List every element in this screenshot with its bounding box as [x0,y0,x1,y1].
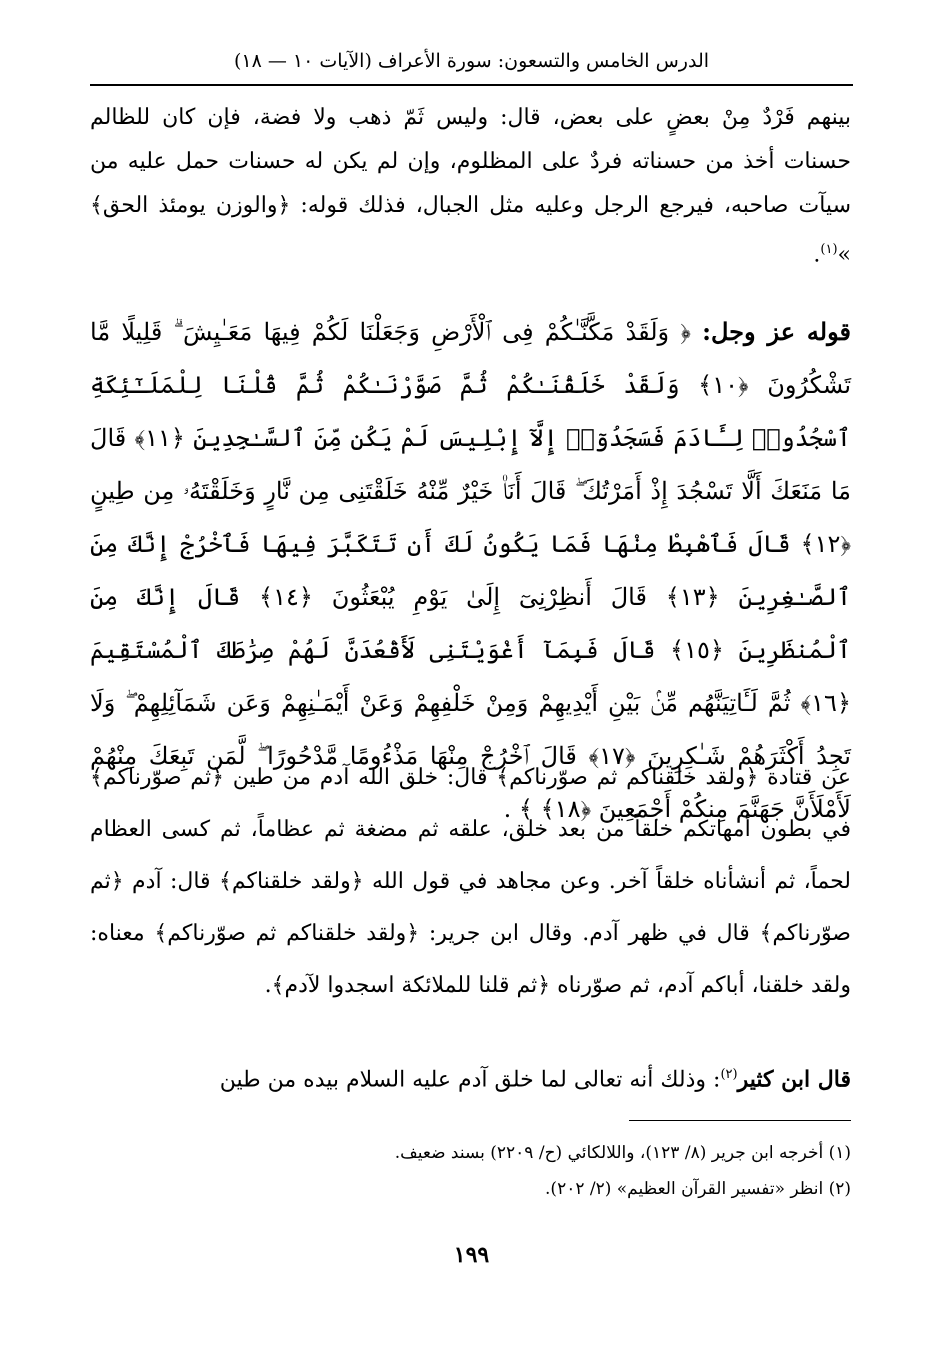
footnote-ref-1: (١) [820,242,838,257]
paragraph-hadith-end [90,96,851,277]
header-rule [90,84,853,86]
footnote-1: (١) أخرجه ابن جرير (٨/ ١٢٣)، واللالكائي (ح/ ٢٢٠٩) بسند ضعيف. [394,1143,851,1163]
paragraph-text: بينهم فَرْدٌ مِنْ بعضٍ على بعض، قال: وليس ثَمّ ذهب ولا فضة، فإن كان للظالم حسنات أخذ من حسناته فردٌ على المظلوم، وإن لم يكن له حسنات حمل عليه من سيآت صاحبه، فيرجع الرجل وعليه مثل الجبال، فذلك قوله: ﴿والوزن يومئذ الحق﴾ » [90,105,852,268]
footnote-rule [629,1120,851,1121]
period: . [813,242,821,268]
page-number: ١٩٩ [453,1242,490,1268]
paragraph-text: : وذلك أنه تعالى لما خلق آدم عليه السلام بيده من طين [219,1067,721,1093]
quran-text: ﴿ وَلَقَدْ مَكَّنَّـٰكُمْ فِى ٱلْأَرْضِ وَجَعَلْنَا لَكُمْ فِيهَا مَعَـٰيِشَ ۗ قَلِيلًا مَّا تَشْكُرُونَ ﴿١٠﴾ وَلَقَدْ خَلَقْنَـٰكُمْ ثُمَّ صَوَّرْنَـٰكُمْ ثُمَّ قُلْنَا لِلْمَلَـٰٓئِكَةِ ٱسْجُدُوا۟ لِـَٔادَمَ فَسَجَدُوٓا۟ إِلَّآ إِبْلِيسَ لَمْ يَكُن مِّنَ ٱلسَّـٰجِدِينَ ﴿١١﴾ قَالَ مَا مَنَعَكَ أَلَّا تَسْجُدَ إِذْ أَمَرْتُكَ ۖ قَالَ أَنَا۠ خَيْرٌ مِّنْهُ خَلَقْتَنِى مِن نَّارٍ وَخَلَقْتَهُۥ مِن طِينٍ ﴿١٢﴾ قَالَ فَٱهْبِطْ مِنْهَا فَمَا يَكُونُ لَكَ أَن تَتَكَبَّرَ فِيهَا فَٱخْرُجْ إِنَّكَ مِنَ ٱلصَّـٰغِرِينَ ﴿١٣﴾ قَالَ أَنظِرْنِىٓ إِلَىٰ يَوْمِ يُبْعَثُونَ ﴿١٤﴾ قَالَ إِنَّكَ مِنَ ٱلْمُنظَرِينَ ﴿١٥﴾ قَالَ فَبِمَآ أَغْوَيْتَنِى لَأَقْعُدَنَّ لَهُمْ صِرَٰطَكَ ٱلْمُسْتَقِيمَ ﴿١٦﴾ ثُمَّ لَـَٔاتِيَنَّهُم مِّنۢ بَيْنِ أَيْدِيهِمْ وَمِنْ خَلْفِهِمْ وَعَنْ أَيْمَـٰنِهِمْ وَعَن شَمَآئِلِهِمْ ۖ وَلَا تَجِدُ أَكْثَرَهُمْ شَـٰكِرِينَ ﴿١٧﴾ قَالَ ٱخْرُجْ مِنْهَا مَذْءُومًا مَّدْحُورًا ۖ لَّمَن تَبِعَكَ مِنْهُمْ لَأَمْلَأَنَّ جَهَنَّمَ مِنكُمْ أَجْمَعِينَ ﴿١٨﴾ ﴾ . [90,318,852,823]
footnotes [90,1135,851,1207]
paragraph-ibn-kathir [90,1053,851,1102]
paragraph-qatada: عن قتادة ﴿ولقد خلقناكم ثم صوّرناكم﴾ قال: خلق الله آدم من طين ﴿ثم صوّرناكم﴾ في بطون أمهاتكم خلقاً من بعد خلق، علقه ثم مضغة ثم عظاماً، ثم كسى العظام لحماً، ثم أنشأناه خلقاً آخر. وعن مجاهد في قول الله ﴿ولقد خلقناكم﴾ قال: آدم ﴿ثم صوّرناكم﴾ قال في ظهر آدم. وقال ابن جرير: ﴿ولقد خلقناكم ثم صوّرناكم﴾ معناه: ولقد خلقنا، أباكم آدم، ثم صوّرناه ﴿ثم قلنا للملائكة اسجدوا لآدم﴾. [90,765,851,998]
footnote-2: (٢) انظر «تفسير القرآن العظيم» (٢/ ٢٠٢). [545,1179,851,1199]
footnote-ref-2: (٢) [720,1067,738,1082]
ibn-kathir-lead: قال ابن كثير [737,1066,851,1093]
verse-intro: قوله عز وجل: [702,317,851,346]
running-header: الدرس الخامس والتسعون: سورة الأعراف (الآيات ١٠ — ١٨) [233,50,710,72]
